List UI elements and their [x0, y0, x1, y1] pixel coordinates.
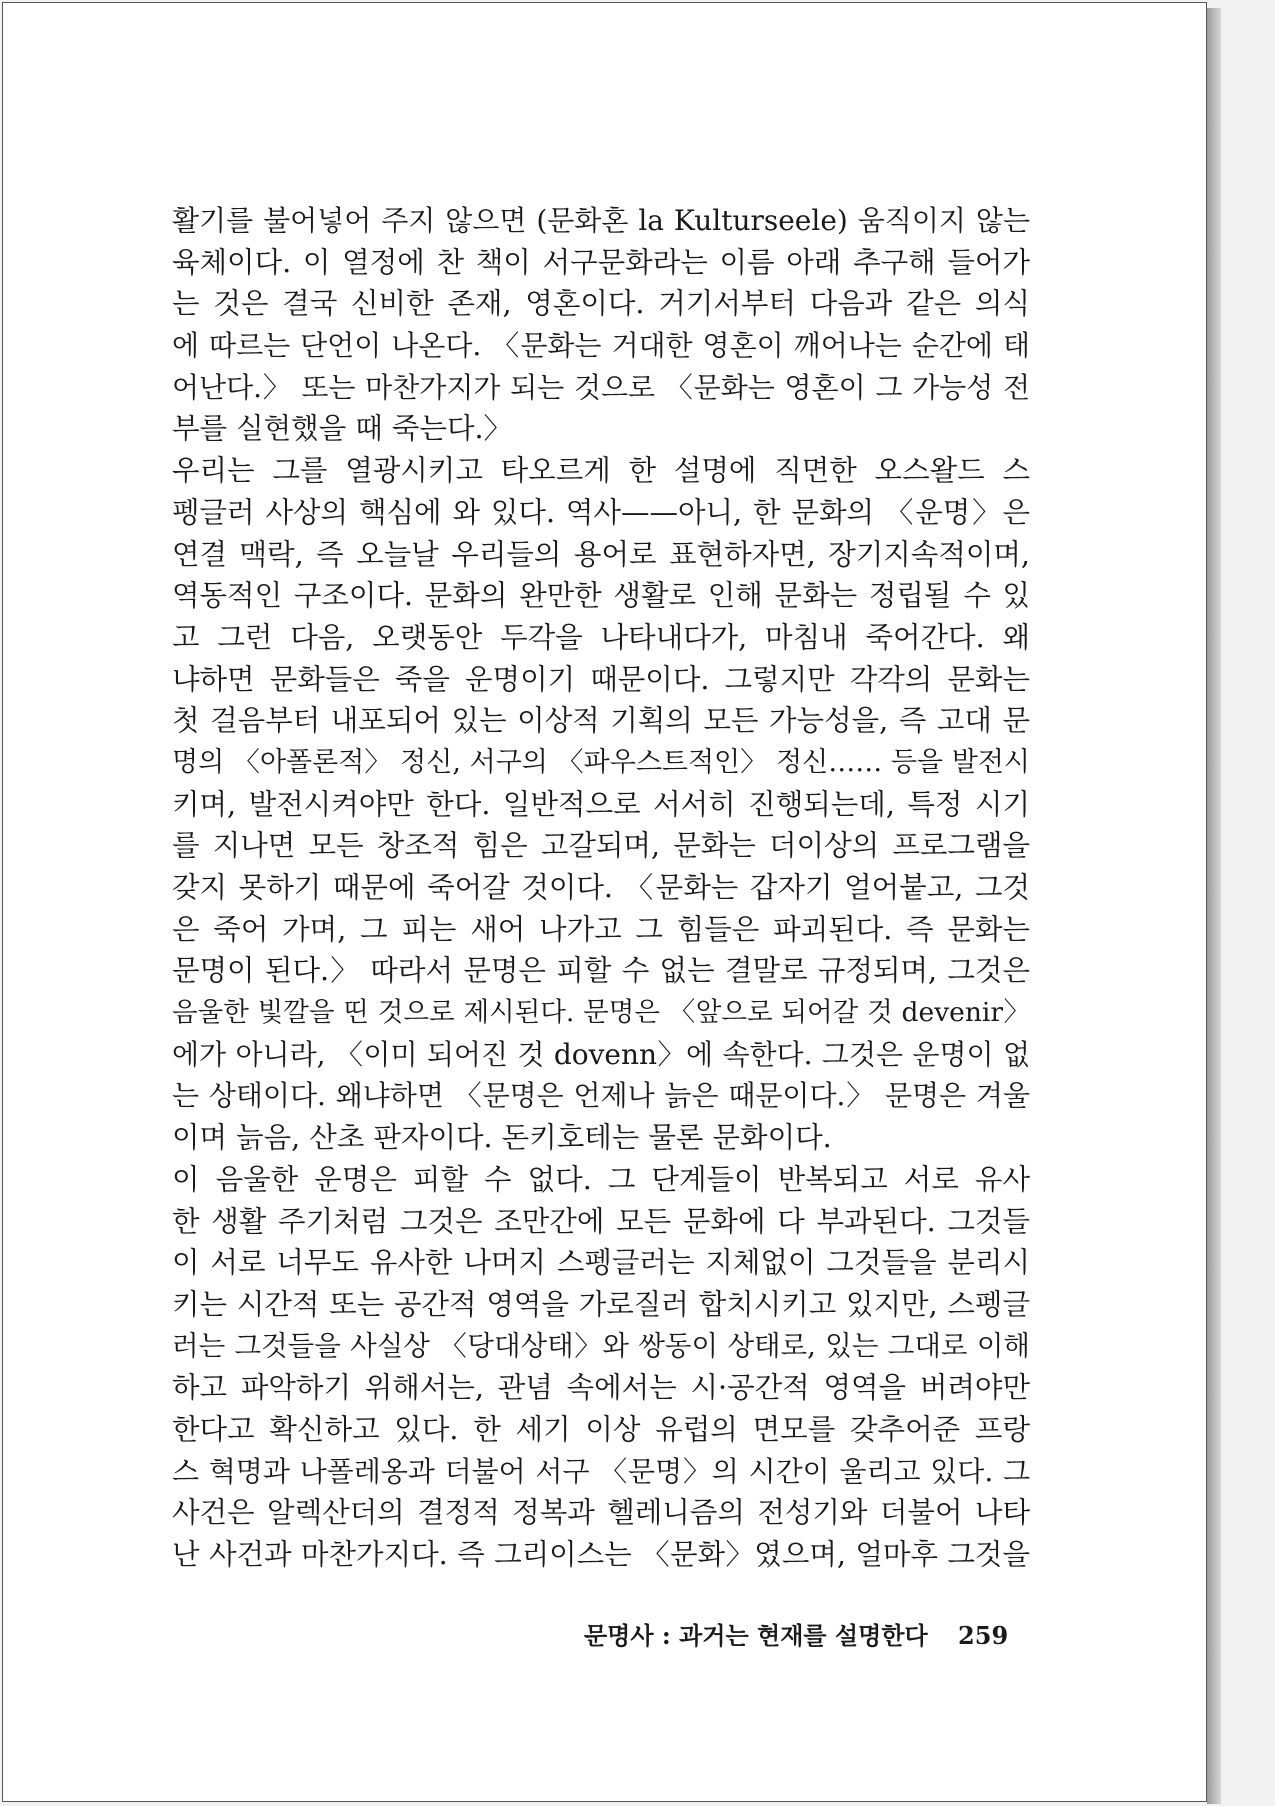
text-line: 음울한 빛깔을 띤 것으로 제시된다. 문명은 〈앞으로 되어갈 것 devenir〉 — [172, 997, 1030, 1029]
running-footer — [584, 1616, 1008, 1656]
text-line: 연결 맥락, 즉 오늘날 우리들의 용어로 표현하자면, 장기지속적이며, — [172, 537, 1030, 571]
text-line: 는 것은 결국 신비한 존재, 영혼이다. 거기서부터 다음과 같은 의식 — [172, 287, 1030, 321]
text-line: 한다고 확신하고 있다. 한 세기 이상 유럽의 면모를 갖추어준 프랑 — [172, 1412, 1030, 1446]
text-line: 난 사건과 마찬가지다. 즉 그리이스는 〈문화〉였으며, 얼마후 그것을 — [172, 1538, 1030, 1571]
running-title: 문명사 : 과거는 현재를 설명한다 — [584, 1621, 928, 1650]
text-line: 갖지 못하기 때문에 죽어갈 것이다. 〈문화는 갑자기 얼어붙고, 그것 — [172, 871, 1030, 904]
text-line: 한 생활 주기처럼 그것은 조만간에 모든 문화에 다 부과된다. 그것들 — [172, 1204, 1030, 1238]
text-line: 은 죽어 가며, 그 피는 새어 나가고 그 힘들은 파괴된다. 즉 문화는 — [172, 912, 1030, 946]
text-line: 펭글러 사상의 핵심에 와 있다. 역사——아니, 한 문화의 〈운명〉은 — [172, 495, 1030, 529]
text-line: 하고 파악하기 위해서는, 관념 속에서는 시·공간적 영역을 버려야만 — [172, 1371, 1030, 1405]
book-spine-edge — [1207, 8, 1221, 1804]
text-line: 명의 〈아폴론적〉 정신, 서구의 〈파우스트적인〉 정신…… 등을 발전시 — [172, 746, 1030, 778]
text-line: 사건은 알렉산더의 결정적 정복과 헬레니즘의 전성기와 더불어 나타 — [172, 1496, 1030, 1530]
text-line: 부를 실현했을 때 죽는다.〉 — [172, 412, 513, 446]
text-line: 이며 늙음, 산초 판자이다. 돈키호테는 물론 문화이다. — [172, 1121, 832, 1155]
text-line: 키며, 발전시켜야만 한다. 일반적으로 서서히 진행되는데, 특정 시기 — [172, 787, 1030, 821]
text-line: 에가 아니라, 〈이미 되어진 것 dovenn〉에 속한다. 그것은 운명이 없 — [172, 1037, 1030, 1071]
text-line: 활기를 불어넣어 주지 않으면 (문화혼 la Kulturseele) 움직이지 않는 — [172, 204, 1030, 237]
text-line: 는 상태이다. 왜냐하면 〈문명은 언제나 늙은 때문이다.〉 문명은 겨울 — [172, 1079, 1030, 1113]
text-line: 첫 걸음부터 내포되어 있는 이상적 기획의 모든 가능성을, 즉 고대 문 — [172, 704, 1030, 738]
text-line: 고 그런 다음, 오랫동안 두각을 나타내다가, 마침내 죽어간다. 왜 — [172, 620, 1030, 654]
text-line: 육체이다. 이 열정에 찬 책이 서구문화라는 이름 아래 추구해 들어가 — [172, 245, 1030, 279]
text-line: 어난다.〉 또는 마찬가지가 되는 것으로 〈문화는 영혼이 그 가능성 전 — [172, 370, 1030, 404]
text-line: 우리는 그를 열광시키고 타오르게 한 설명에 직면한 오스왈드 스 — [172, 454, 1030, 488]
text-line: 키는 시간적 또는 공간적 영역을 가로질러 합치시키고 있지만, 스펭글 — [172, 1287, 1030, 1321]
text-line: 를 지나면 모든 창조적 힘은 고갈되며, 문화는 더이상의 프로그램을 — [172, 829, 1030, 863]
body-text — [172, 200, 1030, 1576]
text-line: 문명이 된다.〉 따라서 문명은 피할 수 없는 결말로 규정되며, 그것은 — [172, 954, 1030, 988]
text-line: 역동적인 구조이다. 문화의 완만한 생활로 인해 문화는 정립될 수 있 — [172, 579, 1030, 613]
text-line: 스 혁명과 나폴레옹과 더불어 서구 〈문명〉의 시간이 울리고 있다. 그 — [172, 1454, 1030, 1488]
text-line: 냐하면 문화들은 죽을 운명이기 때문이다. 그렇지만 각각의 문화는 — [172, 662, 1030, 696]
text-line: 에 따르는 단언이 나온다. 〈문화는 거대한 영혼이 깨어나는 순간에 태 — [172, 329, 1030, 363]
text-line: 러는 그것들을 사실상 〈당대상태〉와 쌍동이 상태로, 있는 그대로 이해 — [172, 1329, 1030, 1362]
text-line: 이 음울한 운명은 피할 수 없다. 그 단계들이 반복되고 서로 유사 — [172, 1162, 1030, 1196]
page-number: 259 — [958, 1621, 1009, 1650]
text-line: 이 서로 너무도 유사한 나머지 스펭글러는 지체없이 그것들을 분리시 — [172, 1246, 1030, 1280]
